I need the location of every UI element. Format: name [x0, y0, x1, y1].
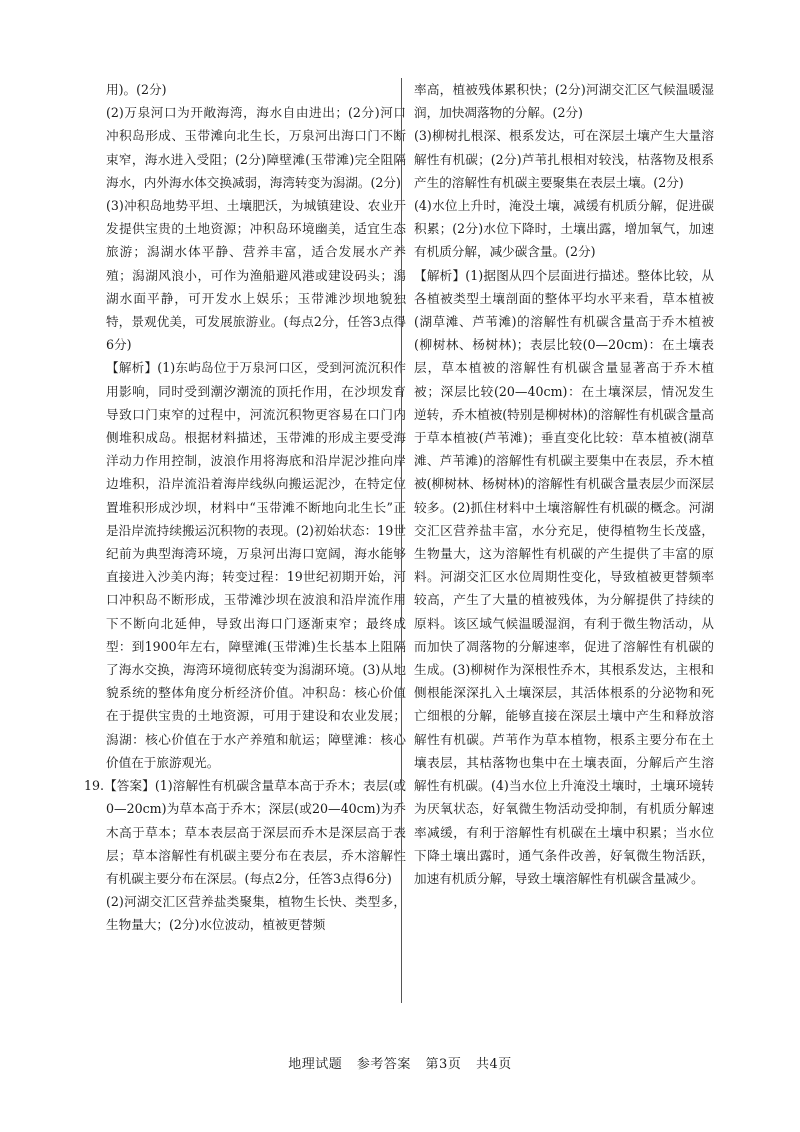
answer-19-part-4: (4)水位上升时，淹没土壤，减缓有机质分解，促进碳积累；(2分)水位下降时，土壤出露，增加氧气，加速有机质分解，减少碳含量。(2分): [414, 198, 714, 260]
answer-18-part-3: (3)冲积岛地势平坦、土壤肥沃，为城镇建设、农业开发提供宝贵的土地资源；冲积岛环境幽美，适宜生态旅游；潟湖水体平静、营养丰富，适合发展水产养殖；潟湖风浪小，可作为渔船避风港或建设码头；潟湖水面平静，可开发水上娱乐；玉带滩沙坝地貌独特，景观优美，可发展旅游业。(每点2分，任答3点得6分): [106, 198, 406, 353]
column-divider: [401, 78, 402, 1003]
right-column: [414, 78, 714, 890]
footer-total: 共4页: [475, 1057, 512, 1072]
answer-19-part-1: 19.【答案】(1)溶解性有机碳含量草本高于乔木；表层(或0—20cm)为草本高于乔木；深层(或20—40cm)为乔木高于草本；草本表层高于深层而乔木是深层高于表层；草本溶解性有机碳主要分布在表层，乔木溶解性有机碳主要分布在深层。(每点2分，任答3点得6分): [84, 778, 406, 886]
page-footer: [0, 1053, 800, 1072]
answer-19-part-2-start: (2)河湖交汇区营养盐类聚集，植物生长快、类型多，生物量大；(2分)水位波动，植被更替频: [106, 894, 406, 933]
answer-19-part-2-end: 率高，植被残体累积快；(2分)河湖交汇区气候温暖湿润，加快凋落物的分解。(2分): [414, 82, 714, 121]
footer-page: 第3页: [425, 1057, 462, 1072]
answer-fragment-continuation: 用)。(2分): [106, 82, 167, 97]
analysis-18: 【解析】(1)东屿岛位于万泉河口区，受到河流沉积作用影响，同时受到潮汐潮流的顶托作用，在沙坝发育导致口门束窄的过程中，河流沉积物更容易在口门内侧堆积成岛。根据材料描述，玉带滩的形成主要受海洋动力作用控制，波浪作用将海底和沿岸泥沙推向岸边堆积，沿岸流沿着海岸线纵向搬运泥沙，在特定位置堆积形成沙坝，材料中“玉带滩不断地向北生长”正是沿岸流持续搬运沉积物的表现。(2)初始状态：19世纪前为典型海湾环境，万泉河出海口宽阔，海水能够直接进入沙美内海；转变过程：19世纪初期开始，河口冲积岛不断形成，玉带滩沙坝在波浪和沿岸流作用下不断向北延伸，导致出海口门逐渐束窄；最终成型：到1900年左右，障壁滩(玉带滩)生长基本上阻隔了海水交换，海湾环境彻底转变为潟湖环境。(3)从地貌系统的整体角度分析经济价值。冲积岛：核心价值在于提供宝贵的土地资源，可用于建设和农业发展；潟湖：核心价值在于水产养殖和航运；障壁滩：核心价值在于旅游观光。: [106, 360, 406, 770]
footer-subject: 地理试题: [288, 1057, 343, 1072]
footer-label: 参考答案: [356, 1057, 411, 1072]
answer-18-part-2: (2)万泉河口为开敞海湾，海水自由进出；(2分)河口冲积岛形成、玉带滩向北生长，万泉河出海口门不断束窄，海水进入受阻；(2分)障壁滩(玉带滩)完全阻隔海水，内外海水体交换减弱，海湾转变为潟湖。(2分): [106, 105, 406, 190]
analysis-19: 【解析】(1)据图从四个层面进行描述。整体比较，从各植被类型土壤剖面的整体平均水平来看，草本植被(湖草滩、芦苇滩)的溶解性有机碳含量高于乔木植被(柳树林、杨树林)；表层比较(0—20cm)：在土壤表层，草本植被的溶解性有机碳含量显著高于乔木植被；深层比较(20—40cm)：在土壤深层，情况发生逆转，乔木植被(特别是柳树林)的溶解性有机碳含量高于草本植被(芦苇滩)；垂直变化比较：草本植被(湖草滩、芦苇滩)的溶解性有机碳主要集中在表层，乔木植被(柳树林、杨树林)的溶解性有机碳含量表层少而深层较多。(2)抓住材料中土壤溶解性有机碳的概念。河湖交汇区营养盐丰富，水分充足，使得植物生长茂盛，生物量大，这为溶解性有机碳的产生提供了丰富的原料。河湖交汇区水位周期性变化，导致植被更替频率较高，产生了大量的植被残体，为分解提供了持续的原料。该区域气候温暖湿润，有利于微生物活动，从而加快了凋落物的分解速率，促进了溶解性有机碳的生成。(3)柳树作为深根性乔木，其根系发达，主根和侧根能深深扎入土壤深层，其活体根系的分泌物和死亡细根的分解，能够直接在深层土壤中产生和释放溶解性有机碳。芦苇作为草本植物，根系主要分布在土壤表层，其枯落物也集中在土壤表面，分解后产生溶解性有机碳。(4)当水位上升淹没土壤时，土壤环境转为厌氧状态，好氧微生物活动受抑制，有机质分解速率减缓，有利于溶解性有机碳在土壤中积累；当水位下降土壤出露时，通气条件改善，好氧微生物活跃，加速有机质分解，导致土壤溶解性有机碳含量减少。: [414, 267, 714, 886]
left-column: [84, 78, 406, 937]
answer-19-part-3: (3)柳树扎根深、根系发达，可在深层土壤产生大量溶解性有机碳；(2分)芦苇扎根相对较浅，枯落物及根系产生的溶解性有机碳主要聚集在表层土壤。(2分): [414, 128, 714, 190]
